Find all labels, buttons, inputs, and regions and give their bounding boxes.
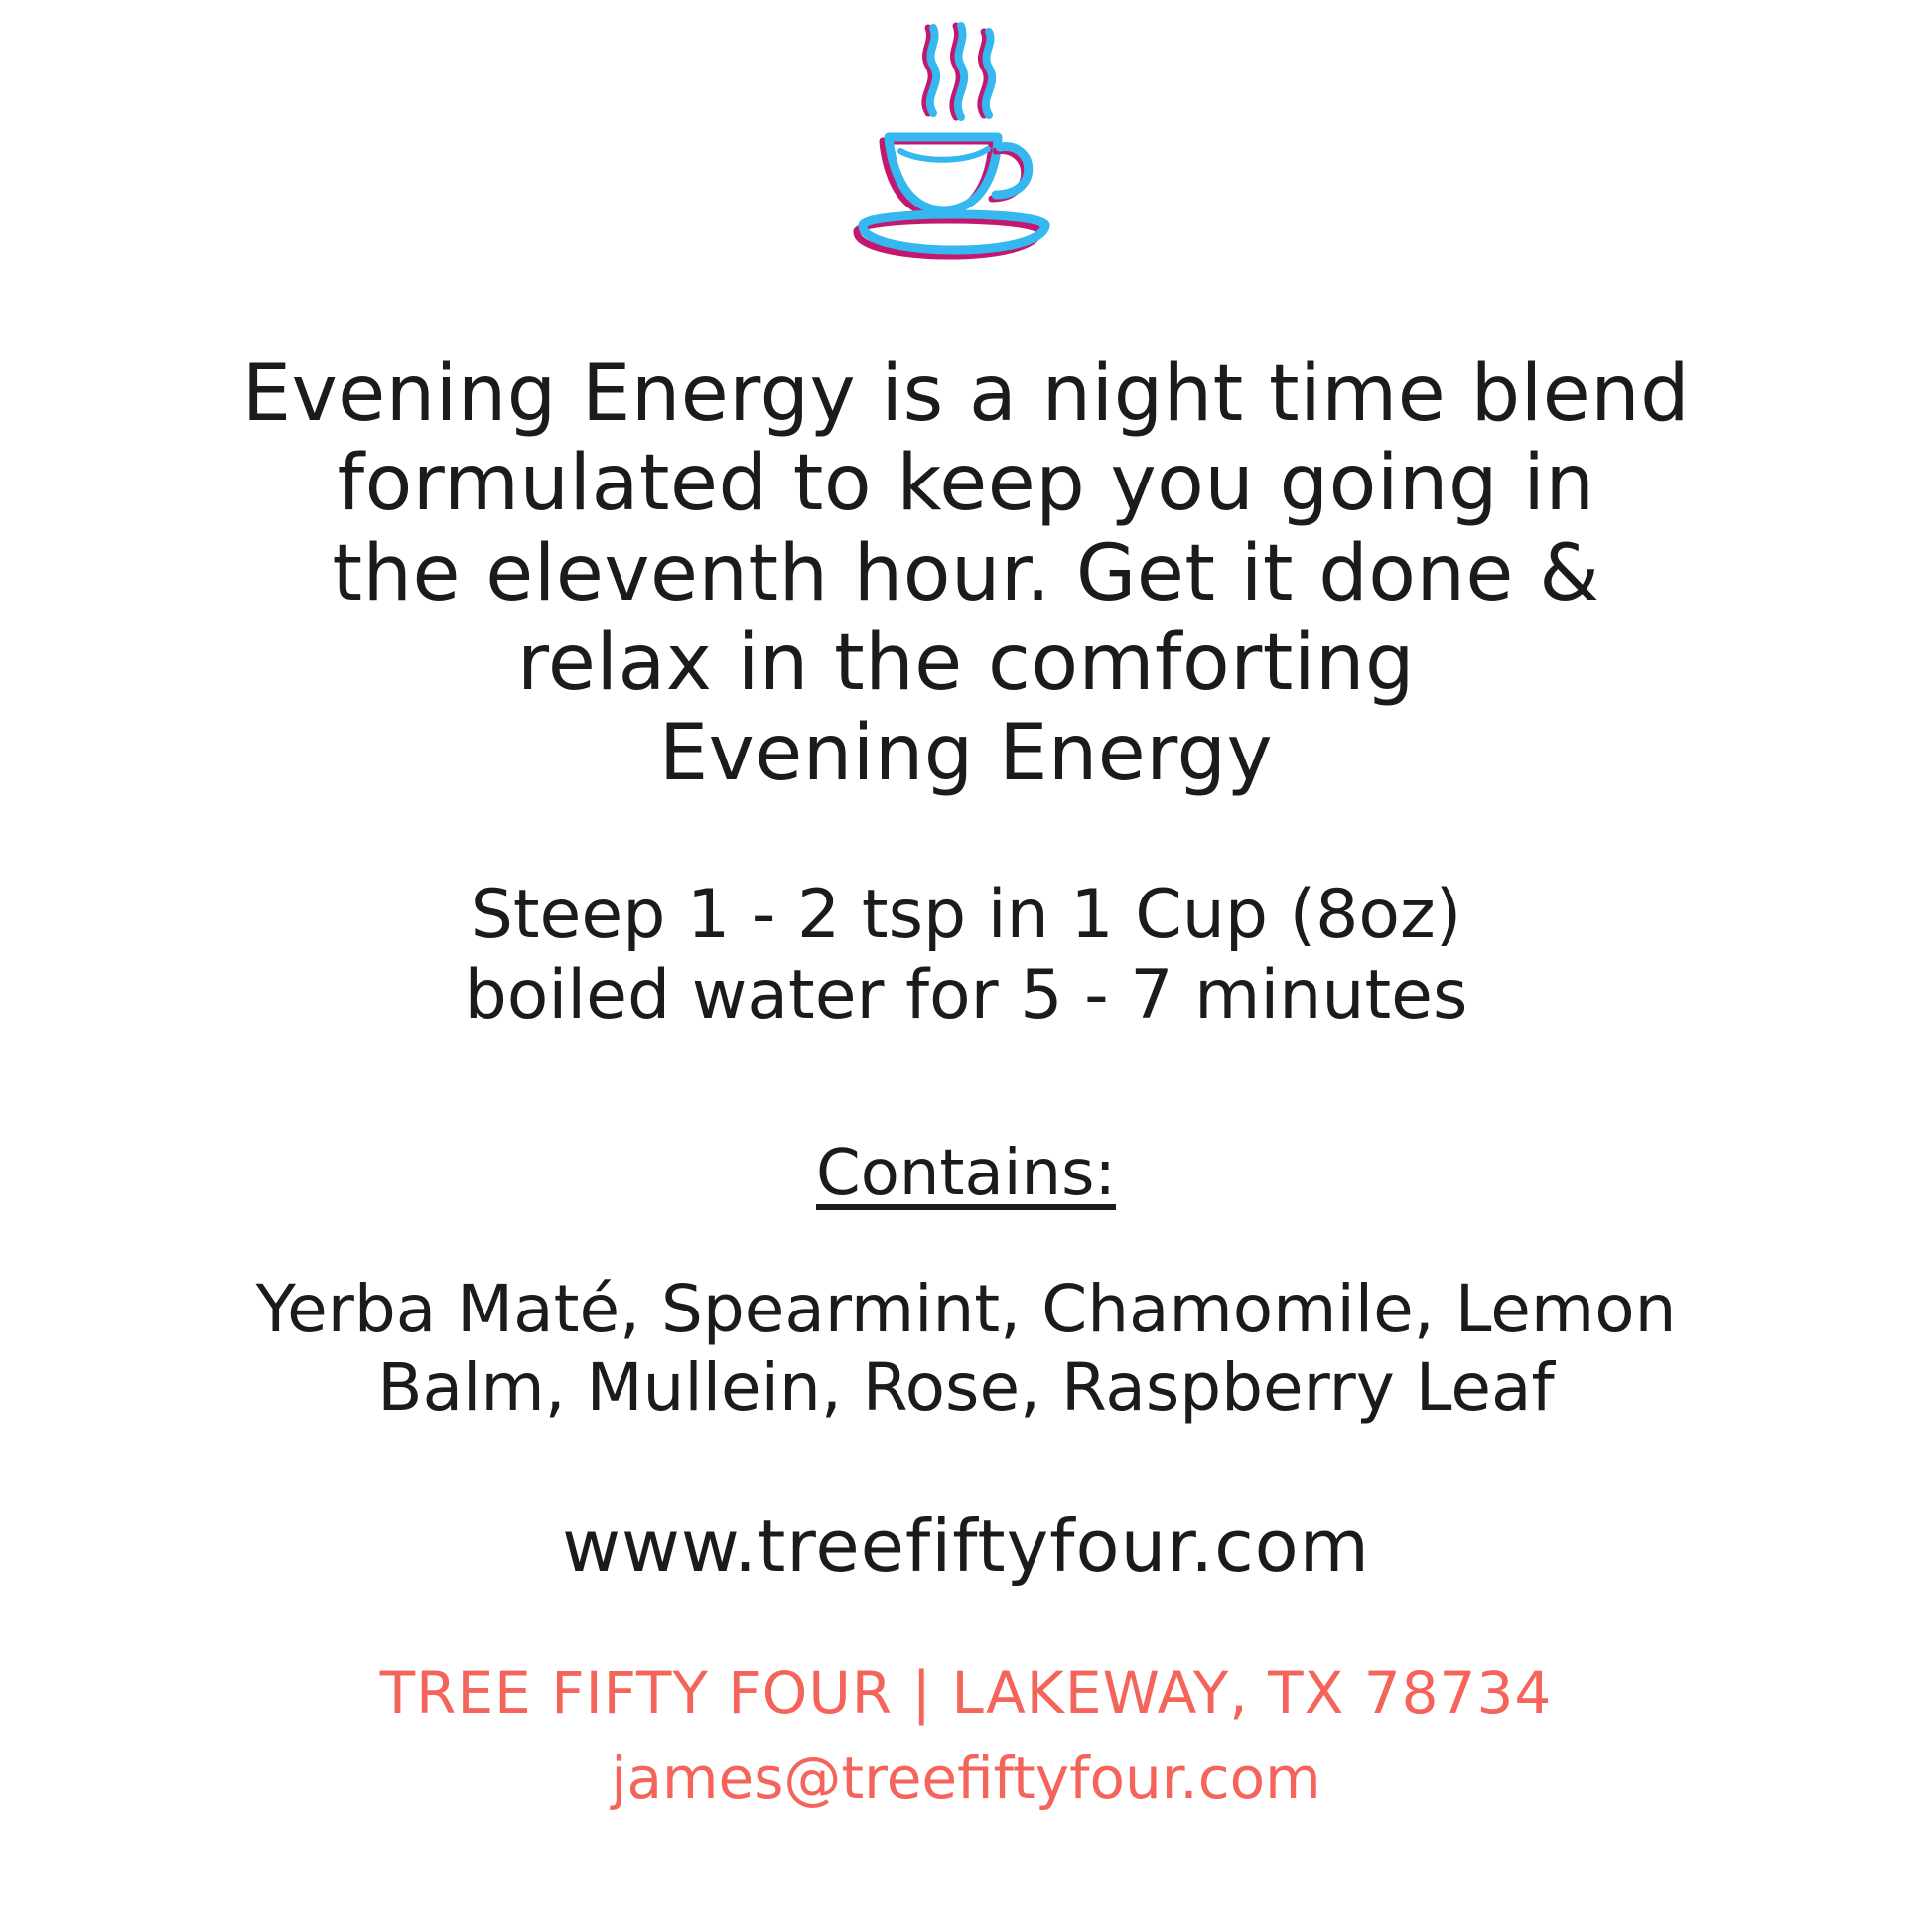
steep-line: Steep 1 - 2 tsp in 1 Cup (8oz) [470,876,1462,955]
website-url[interactable]: www.treefiftyfour.com [562,1504,1370,1588]
ingredients-line: Yerba Maté, Spearmint, Chamomile, Lemon [255,1270,1677,1347]
ingredients-list [162,1270,1770,1427]
description-line: Evening Energy [658,708,1274,798]
product-description [221,349,1711,798]
ingredients-line: Balm, Mullein, Rose, Raspberry Leaf [377,1349,1555,1426]
description-line: formulated to keep you going in [337,439,1595,529]
steep-line: boiled water for 5 - 7 minutes [464,955,1468,1035]
footer-company-address: TREE FIFTY FOUR | LAKEWAY, TX 78734 [379,1659,1553,1727]
footer [380,1659,1553,1812]
steep-instructions [221,876,1711,1035]
description-line: relax in the comforting [516,619,1415,709]
contains-heading: Contains: [816,1136,1116,1210]
footer-email[interactable]: james@treefiftyfour.com [611,1744,1321,1813]
description-line: Evening Energy is a night time blend [241,349,1691,439]
description-line: the eleventh hour. Get it done & [332,528,1600,619]
steaming-teacup-icon [817,18,1115,316]
